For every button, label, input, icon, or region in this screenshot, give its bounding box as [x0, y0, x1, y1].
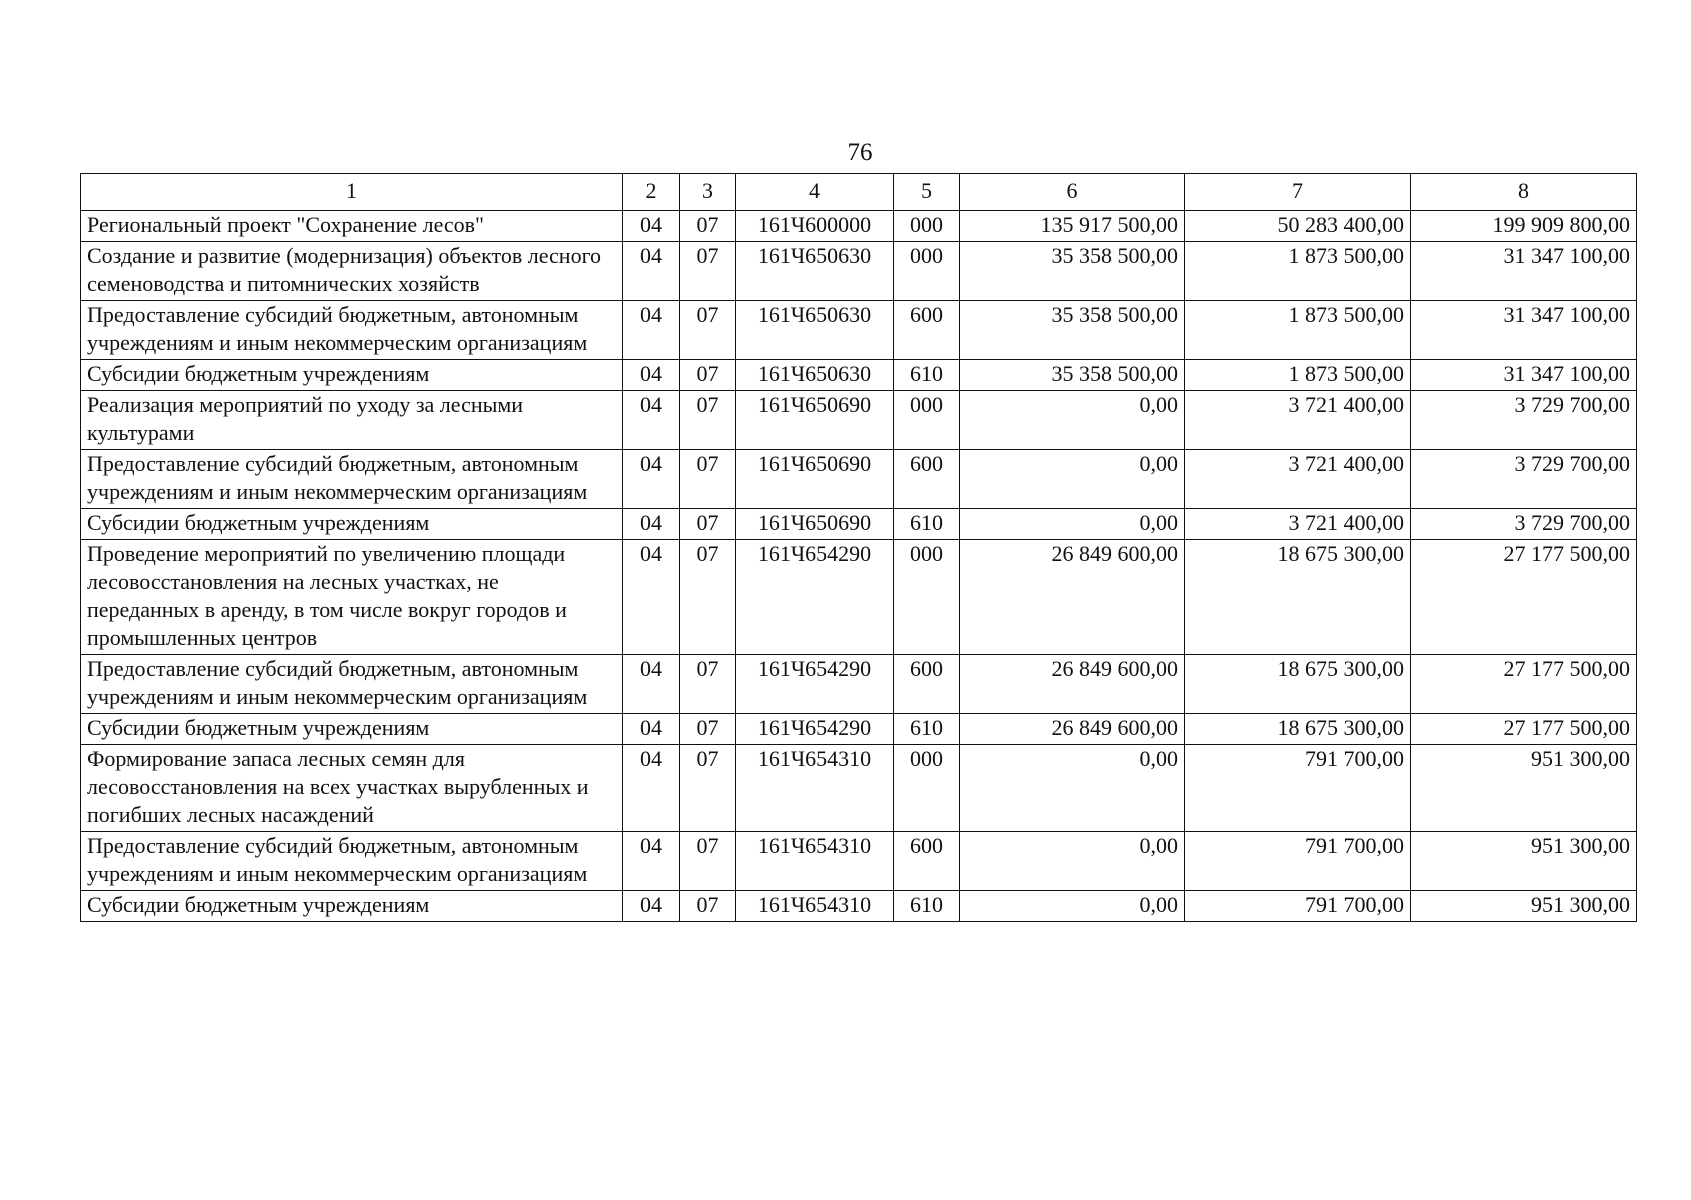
row-name-cell: Предоставление субсидий бюджетным, автономным учреждениям и иным некоммерческим организациям [81, 655, 623, 714]
amount-cell: 35 358 500,00 [960, 360, 1185, 391]
code-cell: 07 [680, 832, 736, 891]
code-cell: 04 [623, 242, 680, 301]
code-cell: 07 [680, 450, 736, 509]
row-name-cell: Субсидии бюджетным учреждениям [81, 509, 623, 540]
row-name-cell: Предоставление субсидий бюджетным, автономным учреждениям и иным некоммерческим организациям [81, 832, 623, 891]
table-row [81, 450, 1637, 509]
code-cell: 161Ч654310 [736, 745, 894, 832]
table-row [81, 391, 1637, 450]
code-cell: 07 [680, 211, 736, 242]
code-cell: 04 [623, 301, 680, 360]
code-cell: 04 [623, 655, 680, 714]
code-cell: 161Ч650630 [736, 301, 894, 360]
code-cell: 610 [894, 714, 960, 745]
code-cell: 600 [894, 450, 960, 509]
code-cell: 04 [623, 360, 680, 391]
code-cell: 161Ч654290 [736, 540, 894, 655]
amount-cell: 18 675 300,00 [1185, 655, 1411, 714]
table-row [81, 655, 1637, 714]
amount-cell: 18 675 300,00 [1185, 714, 1411, 745]
amount-cell: 50 283 400,00 [1185, 211, 1411, 242]
row-name-cell: Субсидии бюджетным учреждениям [81, 891, 623, 922]
code-cell: 04 [623, 714, 680, 745]
amount-cell: 27 177 500,00 [1411, 714, 1637, 745]
column-header: 2 [623, 174, 680, 211]
row-name-cell: Региональный проект "Сохранение лесов" [81, 211, 623, 242]
code-cell: 07 [680, 745, 736, 832]
row-name-cell: Формирование запаса лесных семян для лесовосстановления на всех участках вырубленных и погибших лесных насаждений [81, 745, 623, 832]
amount-cell: 0,00 [960, 391, 1185, 450]
code-cell: 161Ч654290 [736, 714, 894, 745]
table-row [81, 360, 1637, 391]
row-name-cell: Реализация мероприятий по уходу за лесными культурами [81, 391, 623, 450]
table-body [81, 211, 1637, 922]
code-cell: 04 [623, 391, 680, 450]
amount-cell: 1 873 500,00 [1185, 242, 1411, 301]
budget-table [80, 173, 1637, 922]
code-cell: 07 [680, 714, 736, 745]
code-cell: 161Ч650690 [736, 509, 894, 540]
code-cell: 07 [680, 655, 736, 714]
amount-cell: 951 300,00 [1411, 745, 1637, 832]
code-cell: 000 [894, 745, 960, 832]
amount-cell: 3 721 400,00 [1185, 450, 1411, 509]
amount-cell: 791 700,00 [1185, 891, 1411, 922]
table-row [81, 745, 1637, 832]
code-cell: 07 [680, 301, 736, 360]
amount-cell: 951 300,00 [1411, 832, 1637, 891]
amount-cell: 27 177 500,00 [1411, 540, 1637, 655]
amount-cell: 1 873 500,00 [1185, 301, 1411, 360]
amount-cell: 31 347 100,00 [1411, 360, 1637, 391]
amount-cell: 3 729 700,00 [1411, 450, 1637, 509]
amount-cell: 791 700,00 [1185, 832, 1411, 891]
code-cell: 161Ч654310 [736, 891, 894, 922]
amount-cell: 135 917 500,00 [960, 211, 1185, 242]
code-cell: 161Ч650630 [736, 242, 894, 301]
row-name-cell: Предоставление субсидий бюджетным, автономным учреждениям и иным некоммерческим организациям [81, 450, 623, 509]
code-cell: 610 [894, 891, 960, 922]
code-cell: 161Ч650630 [736, 360, 894, 391]
column-header: 4 [736, 174, 894, 211]
code-cell: 07 [680, 540, 736, 655]
code-cell: 000 [894, 211, 960, 242]
amount-cell: 1 873 500,00 [1185, 360, 1411, 391]
code-cell: 161Ч650690 [736, 450, 894, 509]
row-name-cell: Создание и развитие (модернизация) объектов лесного семеноводства и питомнических хозяйств [81, 242, 623, 301]
header-row [81, 174, 1637, 211]
table-row [81, 540, 1637, 655]
amount-cell: 199 909 800,00 [1411, 211, 1637, 242]
code-cell: 04 [623, 832, 680, 891]
table-row [81, 211, 1637, 242]
code-cell: 610 [894, 360, 960, 391]
code-cell: 07 [680, 891, 736, 922]
row-name-cell: Субсидии бюджетным учреждениям [81, 714, 623, 745]
code-cell: 04 [623, 540, 680, 655]
code-cell: 07 [680, 391, 736, 450]
table-row [81, 832, 1637, 891]
column-header: 5 [894, 174, 960, 211]
row-name-cell: Субсидии бюджетным учреждениям [81, 360, 623, 391]
page-number: 76 [847, 139, 873, 166]
code-cell: 610 [894, 509, 960, 540]
code-cell: 161Ч650690 [736, 391, 894, 450]
amount-cell: 0,00 [960, 832, 1185, 891]
code-cell: 04 [623, 450, 680, 509]
row-name-cell: Предоставление субсидий бюджетным, автономным учреждениям и иным некоммерческим организациям [81, 301, 623, 360]
code-cell: 07 [680, 242, 736, 301]
amount-cell: 0,00 [960, 450, 1185, 509]
table-row [81, 301, 1637, 360]
amount-cell: 791 700,00 [1185, 745, 1411, 832]
amount-cell: 26 849 600,00 [960, 714, 1185, 745]
column-header: 8 [1411, 174, 1637, 211]
code-cell: 600 [894, 655, 960, 714]
amount-cell: 27 177 500,00 [1411, 655, 1637, 714]
code-cell: 04 [623, 211, 680, 242]
amount-cell: 31 347 100,00 [1411, 242, 1637, 301]
amount-cell: 0,00 [960, 509, 1185, 540]
amount-cell: 3 721 400,00 [1185, 391, 1411, 450]
column-header: 1 [81, 174, 623, 211]
amount-cell: 0,00 [960, 745, 1185, 832]
amount-cell: 3 729 700,00 [1411, 509, 1637, 540]
amount-cell: 3 729 700,00 [1411, 391, 1637, 450]
table-row [81, 242, 1637, 301]
amount-cell: 26 849 600,00 [960, 540, 1185, 655]
code-cell: 04 [623, 745, 680, 832]
amount-cell: 35 358 500,00 [960, 242, 1185, 301]
code-cell: 600 [894, 301, 960, 360]
table-row [81, 509, 1637, 540]
amount-cell: 26 849 600,00 [960, 655, 1185, 714]
table-row [81, 891, 1637, 922]
code-cell: 000 [894, 242, 960, 301]
amount-cell: 0,00 [960, 891, 1185, 922]
code-cell: 161Ч654290 [736, 655, 894, 714]
code-cell: 000 [894, 540, 960, 655]
amount-cell: 18 675 300,00 [1185, 540, 1411, 655]
code-cell: 000 [894, 391, 960, 450]
column-header: 6 [960, 174, 1185, 211]
row-name-cell: Проведение мероприятий по увеличению площади лесовосстановления на лесных участках, не переданных в аренду, в том числе вокруг городов и промышленных центров [81, 540, 623, 655]
amount-cell: 3 721 400,00 [1185, 509, 1411, 540]
amount-cell: 31 347 100,00 [1411, 301, 1637, 360]
code-cell: 600 [894, 832, 960, 891]
amount-cell: 35 358 500,00 [960, 301, 1185, 360]
code-cell: 07 [680, 360, 736, 391]
amount-cell: 951 300,00 [1411, 891, 1637, 922]
code-cell: 04 [623, 509, 680, 540]
code-cell: 07 [680, 509, 736, 540]
column-header: 7 [1185, 174, 1411, 211]
code-cell: 161Ч654310 [736, 832, 894, 891]
table-row [81, 714, 1637, 745]
code-cell: 161Ч600000 [736, 211, 894, 242]
column-header: 3 [680, 174, 736, 211]
code-cell: 04 [623, 891, 680, 922]
